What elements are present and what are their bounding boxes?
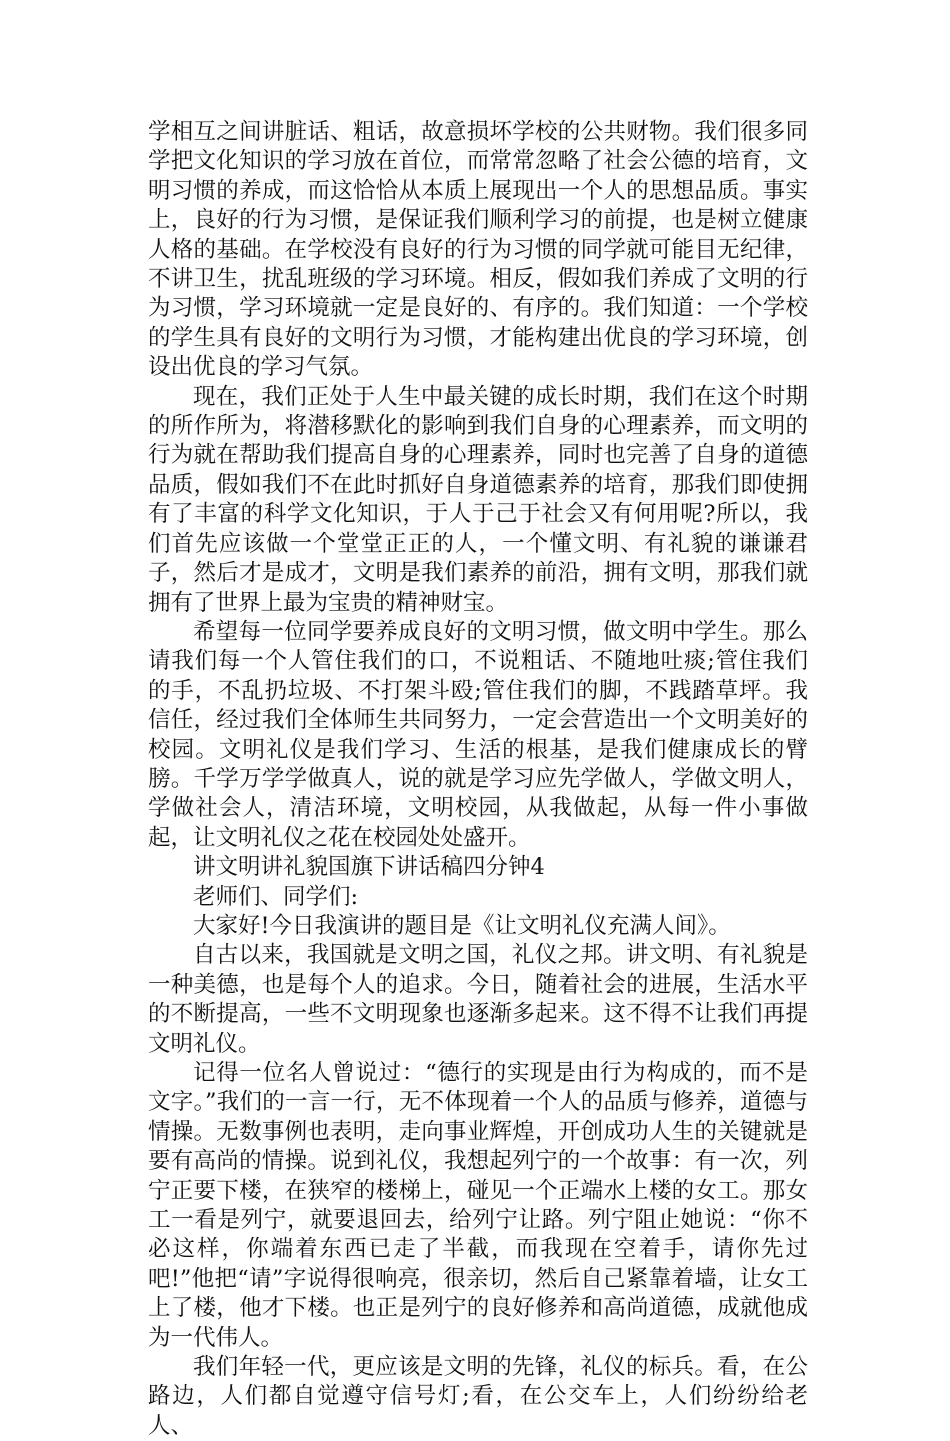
paragraph: 希望每一位同学要养成良好的文明习惯，做文明中学生。那么请我们每一个人管住我们的口，不说粗话、不随地吐痰;管住我们的手，不乱扔垃圾、不打架斗殴;管住我们的脚，不践踏草坪。我信任，经过我们全体师生共同努力，一定会营造出一个文明美好的校园。文明礼仪是我们学习、生活的根基，是我们健康成长的臂膀。千学万学学做真人，说的就是学习应先学做人，学做文明人，学做社会人，清洁环境，文明校园，从我做起，从每一件小事做起，让文明礼仪之花在校园处处盛开。 — [148, 618, 808, 851]
paragraph: 记得一位名人曾说过：“德行的实现是由行为构成的，而不是文字。”我们的一言一行，无不体现着一个人的品质与修养，道德与情操。无数事例也表明，走向事业辉煌，开创成功人生的关键就是要有高尚的情操。说到礼仪，我想起列宁的一个故事：有一次，列宁正要下楼，在狭窄的楼梯上，碰见一个正端水上楼的女工。那女工一看是列宁，就要退回去，给列宁让路。列宁阻止她说：“你不必这样，你端着东西已走了半截，而我现在空着手，请你先过吧!”他把“请”字说得很响亮，很亲切，然后自己紧靠着墙，让女工上了楼，他才下楼。也正是列宁的良好修养和高尚道德，成就他成为一代伟人。 — [148, 1060, 808, 1351]
paragraph: 我们年轻一代，更应该是文明的先锋，礼仪的标兵。看，在公路边，人们都自觉遵守信号灯;看，在公交车上，人们纷纷给老人、 — [148, 1354, 808, 1439]
paragraph: 学相互之间讲脏话、粗话，故意损坏学校的公共财物。我们很多同学把文化知识的学习放在首位，而常常忽略了社会公德的培育，文明习惯的养成，而这恰恰从本质上展现出一个人的思想品质。事实上，良好的行为习惯，是保证我们顺利学习的前提，也是树立健康人格的基础。在学校没有良好的行为习惯的同学就可能目无纪律，不讲卫生，扰乱班级的学习环境。相反，假如我们养成了文明的行为习惯，学习环境就一定是良好的、有序的。我们知道：一个学校的学生具有良好的文明行为习惯，才能构建出优良的学习环境，创设出优良的学习气氛。 — [148, 119, 808, 381]
paragraph: 自古以来，我国就是文明之国，礼仪之邦。讲文明、有礼貌是一种美德，也是每个人的追求。今日，随着社会的进展，生活水平的不断提高，一些不文明现象也逐渐多起来。这不得不让我们再提文明礼仪。 — [148, 942, 808, 1057]
document-body — [148, 118, 808, 1441]
paragraph: 大家好!今日我演讲的题目是《让文明礼仪充满人间》。 — [193, 912, 731, 939]
paragraph: 现在，我们正处于人生中最关键的成长时期，我们在这个时期的所作所为，将潜移默化的影响到我们自身的心理素养，而文明的行为就在帮助我们提高自身的心理素养，同时也完善了自身的道德品质，假如我们不在此时抓好自身道德素养的培育，那我们即使拥有了丰富的科学文化知识，于人于己于社会又有何用呢?所以，我们首先应该做一个堂堂正正的人，一个懂文明、有礼貌的谦谦君子，然后才是成才，文明是我们素养的前沿，拥有文明，那我们就拥有了世界上最为宝贵的精神财宝。 — [148, 383, 808, 616]
salutation: 老师们、同学们: — [193, 883, 359, 910]
section-title: 讲文明讲礼貌国旗下讲话稿四分钟4 — [193, 854, 545, 881]
